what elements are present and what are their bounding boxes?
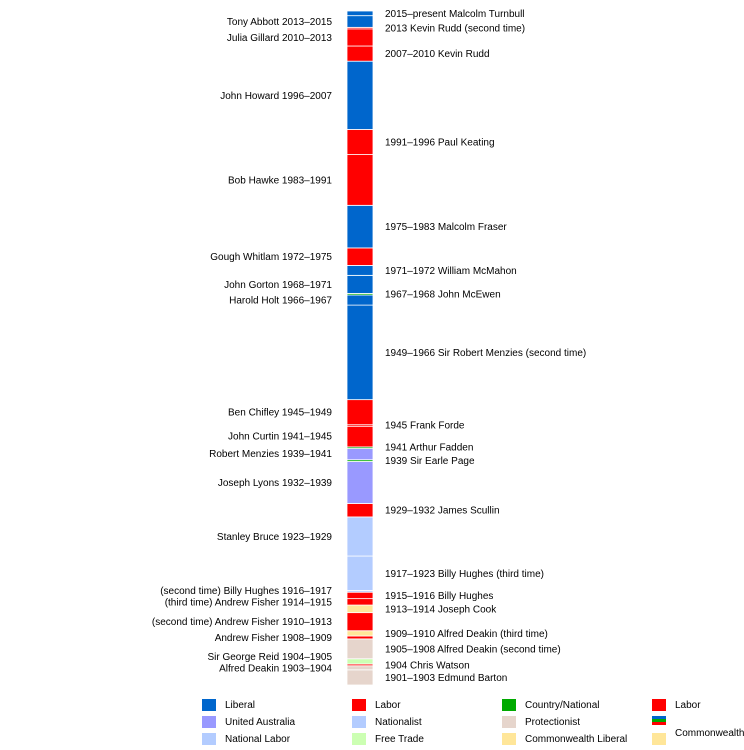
term-label-29: Bob Hawke 1983–1991 (228, 175, 332, 187)
term-label-18: 1941 Arthur Fadden (385, 442, 474, 454)
term-segment-6 (347, 631, 373, 636)
term-segment-23 (347, 295, 373, 306)
legend-label: Nationalist (375, 717, 422, 728)
term-label-1: Alfred Deakin 1903–1904 (219, 663, 332, 675)
term-segment-4 (347, 639, 373, 659)
legend-label: National Labor (225, 734, 291, 745)
term-segment-29 (347, 155, 373, 206)
term-label-8: 1913–1914 Joseph Cook (385, 604, 497, 616)
term-segment-3 (347, 659, 373, 664)
term-segment-8 (347, 605, 373, 613)
legend-label: United Australia (225, 717, 296, 728)
term-label-14: 1929–1932 James Scullin (385, 505, 500, 517)
term-label-7: (second time) Andrew Fisher 1910–1913 (151, 617, 332, 629)
term-label-10: 1915–1916 Billy Hughes (385, 590, 494, 602)
term-label-34: 2013 Kevin Rudd (second time) (385, 23, 526, 35)
term-segment-32 (347, 46, 373, 61)
legend-label: Labor (375, 700, 401, 711)
term-label-24: 1967–1968 John McEwen (385, 289, 501, 301)
term-segment-9 (347, 599, 373, 605)
term-segment-15 (347, 462, 373, 504)
term-label-2: 1904 Chris Watson (385, 660, 470, 672)
term-segment-26 (347, 265, 373, 275)
term-segment-27 (347, 248, 373, 266)
timeline-bar (347, 11, 373, 685)
legend-label: Country/National (525, 700, 600, 711)
term-label-35: Tony Abbott 2013–2015 (226, 17, 332, 29)
term-label-23: Harold Holt 1966–1967 (229, 295, 332, 307)
legend-label: Labor (675, 700, 701, 711)
term-segment-5 (347, 636, 373, 639)
term-label-5: Andrew Fisher 1908–1909 (214, 632, 332, 644)
term-label-36: 2015–present Malcolm Turnbull (385, 8, 525, 20)
term-label-15: Joseph Lyons 1932–1939 (217, 478, 332, 490)
legend-label: Commonwealth (675, 728, 744, 739)
legend-label: Commonwealth Liberal (525, 734, 628, 745)
term-segment-13 (347, 517, 373, 556)
term-label-4: 1905–1908 Alfred Deakin (second time) (385, 644, 561, 656)
term-segment-0 (347, 670, 373, 685)
term-segment-33 (347, 29, 373, 47)
term-segment-10 (347, 592, 373, 598)
term-segment-7 (347, 613, 373, 631)
legend-label: Liberal (225, 700, 256, 711)
term-segment-35 (347, 16, 373, 28)
term-label-19: John Curtin 1941–1945 (228, 431, 332, 443)
term-label-3: Sir George Reid 1904–1905 (207, 651, 332, 663)
term-segment-31 (347, 61, 373, 129)
term-label-32: 2007–2010 Kevin Rudd (385, 49, 490, 61)
term-label-22: 1949–1966 Sir Robert Menzies (second time) (385, 347, 587, 359)
term-label-20: 1945 Frank Forde (385, 420, 465, 432)
term-label-26: 1971–1972 William McMahon (385, 265, 517, 277)
legend-label: Free Trade (375, 734, 424, 745)
term-segment-17 (347, 447, 373, 459)
term-label-6: 1909–1910 Alfred Deakin (third time) (385, 628, 548, 640)
term-label-0: 1901–1903 Edmund Barton (385, 672, 508, 684)
term-segment-22 (347, 305, 373, 400)
term-segment-19 (347, 425, 373, 447)
term-label-17: Robert Menzies 1939–1941 (209, 449, 332, 461)
term-segment-14 (347, 504, 373, 517)
legend-label: Protectionist (525, 717, 581, 728)
term-segment-30 (347, 129, 373, 154)
term-segment-12 (347, 556, 373, 590)
term-label-30: 1991–1996 Paul Keating (385, 137, 495, 149)
term-label-12: 1917–1923 Billy Hughes (third time) (385, 568, 544, 580)
term-label-9: (third time) Andrew Fisher 1914–1915 (164, 597, 332, 609)
term-label-25: John Gorton 1968–1971 (224, 279, 332, 291)
term-label-11: (second time) Billy Hughes 1916–1917 (160, 585, 332, 597)
term-label-28: 1975–1983 Malcolm Fraser (385, 222, 507, 234)
term-label-21: Ben Chifley 1945–1949 (228, 407, 332, 419)
term-label-31: John Howard 1996–2007 (220, 90, 332, 102)
term-label-16: 1939 Sir Earle Page (385, 456, 475, 468)
term-segment-25 (347, 275, 373, 293)
term-segment-1 (347, 666, 373, 670)
term-segment-36 (347, 11, 373, 16)
term-segment-21 (347, 400, 373, 425)
term-segment-28 (347, 205, 373, 248)
term-label-27: Gough Whitlam 1972–1975 (210, 252, 332, 264)
term-label-33: Julia Gillard 2010–2013 (226, 32, 332, 44)
term-label-13: Stanley Bruce 1923–1929 (216, 531, 332, 543)
